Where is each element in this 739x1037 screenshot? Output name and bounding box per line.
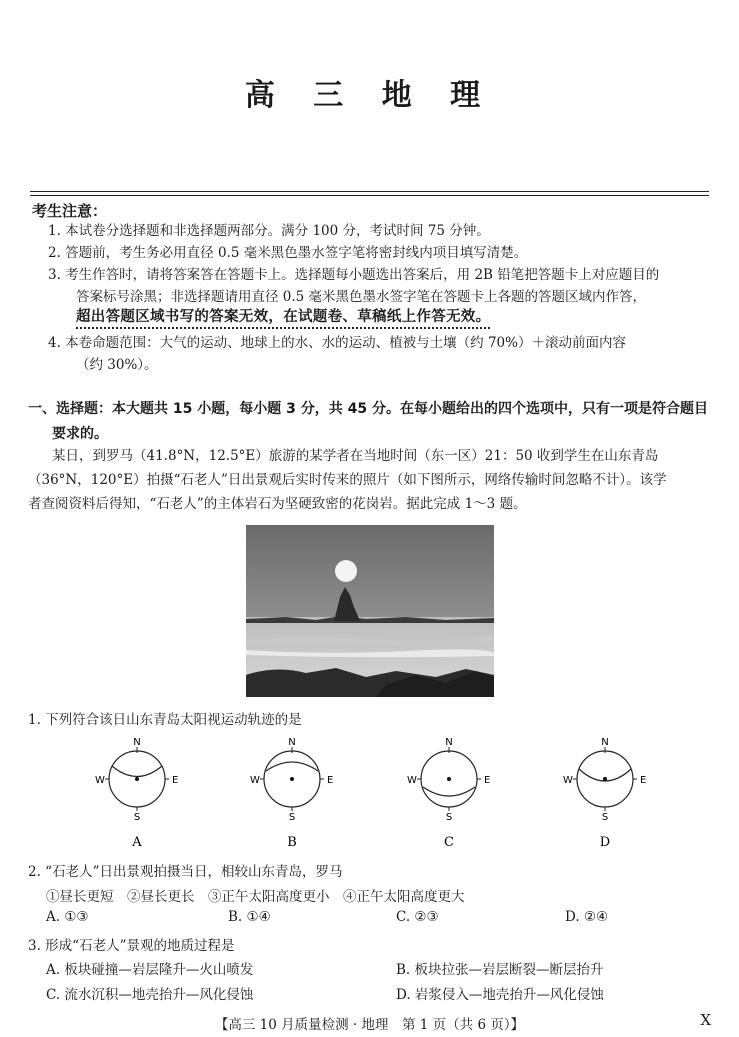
question-3-option-a: A. 板块碰撞—岩层隆升—火山喷发 <box>46 962 254 978</box>
question-3-option-c: C. 流水沉积—地壳抬升—风化侵蚀 <box>46 987 254 1003</box>
compass-e-label: E <box>640 775 647 786</box>
question-3-option-b: B. 板块拉张—岩层断裂—断层抬升 <box>396 962 604 978</box>
sunrise-photo <box>246 525 494 697</box>
compass-n-label: N <box>288 737 296 748</box>
question-3-option-d: D. 岩浆侵入—地壳抬升—风化侵蚀 <box>396 987 604 1003</box>
page-footer: 【高三 10 月质量检测 · 地理 第 1 页（共 6 页）】 <box>214 1017 525 1033</box>
section-heading-cont: 要求的。 <box>52 426 108 442</box>
compass-e-label: E <box>327 775 334 786</box>
header-rule-bottom <box>30 195 709 196</box>
question-2-option-a: A. ①③ <box>46 909 89 925</box>
compass-e-label: E <box>172 775 179 786</box>
notice-emphasis: 超出答题区域书写的答案无效，在试题卷、草稿纸上作答无效。 <box>76 309 491 325</box>
option-a-label: A <box>132 835 142 850</box>
option-a-diagram <box>92 735 182 850</box>
passage-line-3: 者查阅资料后得知，“石老人”的主体岩石为坚硬致密的花岗岩。据此完成 1～3 题。 <box>28 496 527 512</box>
passage-line-1: 某日，到罗马（41.8°N，12.5°E）旅游的某学者在当地时间（东一区）21：50 收到学生在山东青岛 <box>52 448 659 464</box>
option-b-diagram <box>247 735 337 850</box>
compass-n-label: N <box>601 737 609 748</box>
notice-heading: 考生注意： <box>32 202 108 220</box>
question-2-statements: ①昼长更短 ②昼长更长 ③正午太阳高度更小 ④正午太阳高度更大 <box>46 889 465 905</box>
compass-n-label: N <box>133 737 141 748</box>
compass-s-label: S <box>445 812 453 823</box>
question-2-option-d: D. ②④ <box>565 909 609 925</box>
option-d-diagram <box>560 735 650 850</box>
option-b-label: B <box>287 835 297 850</box>
footer-mark: X <box>700 1011 711 1029</box>
notice-item-4-cont: （约 30%）。 <box>76 357 158 373</box>
header-rule-top <box>30 191 709 192</box>
notice-item-1: 1. 本试卷分选择题和非选择题两部分。满分 100 分，考试时间 75 分钟。 <box>48 223 490 239</box>
passage-line-2: （36°N，120°E）拍摄“石老人”日出景观后实时传来的照片（如下图所示，网络传输时间忽略不计）。该学 <box>28 472 667 488</box>
compass-s-label: S <box>288 812 296 823</box>
question-2-option-b: B. ①④ <box>228 909 271 925</box>
question-3-stem: 3. 形成“石老人”景观的地质过程是 <box>28 938 235 954</box>
page-title: 高 三 地 理 <box>244 78 495 113</box>
compass-s-label: S <box>133 812 141 823</box>
compass-e-label: E <box>484 775 491 786</box>
compass-w-label: W <box>95 775 105 786</box>
question-1-stem: 1. 下列符合该日山东青岛太阳视运动轨迹的是 <box>28 712 302 728</box>
notice-item-4: 4. 本卷命题范围：大气的运动、地球上的水、水的运动、植被与土壤（约 70%）＋滚动前面内容 <box>48 335 626 351</box>
notice-item-3-cont: 答案标号涂黑；非选择题请用直径 0.5 毫米黑色墨水签字笔在答题卡上各题的答题区域内作答， <box>76 289 647 305</box>
section-heading: 一、选择题：本大题共 15 小题，每小题 3 分，共 45 分。在每小题给出的四个选项中，只有一项是符合题目 <box>28 401 708 417</box>
option-c-label: C <box>444 835 454 850</box>
option-d-label: D <box>599 835 611 850</box>
question-2-option-c: C. ②③ <box>396 909 439 925</box>
compass-n-label: N <box>445 737 453 748</box>
notice-item-2: 2. 答题前，考生务必用直径 0.5 毫米黑色墨水签字笔将密封线内项目填写清楚。 <box>48 245 528 261</box>
notice-item-3: 3. 考生作答时，请将答案答在答题卡上。选择题每小题选出答案后，用 2B 铅笔把答题卡上对应题目的 <box>48 267 660 283</box>
compass-w-label: W <box>407 775 417 786</box>
compass-s-label: S <box>601 812 609 823</box>
compass-w-label: W <box>563 775 573 786</box>
question-2-stem: 2. “石老人”日出景观拍摄当日，相较山东青岛，罗马 <box>28 864 343 880</box>
option-c-diagram <box>404 735 494 850</box>
compass-w-label: W <box>250 775 260 786</box>
